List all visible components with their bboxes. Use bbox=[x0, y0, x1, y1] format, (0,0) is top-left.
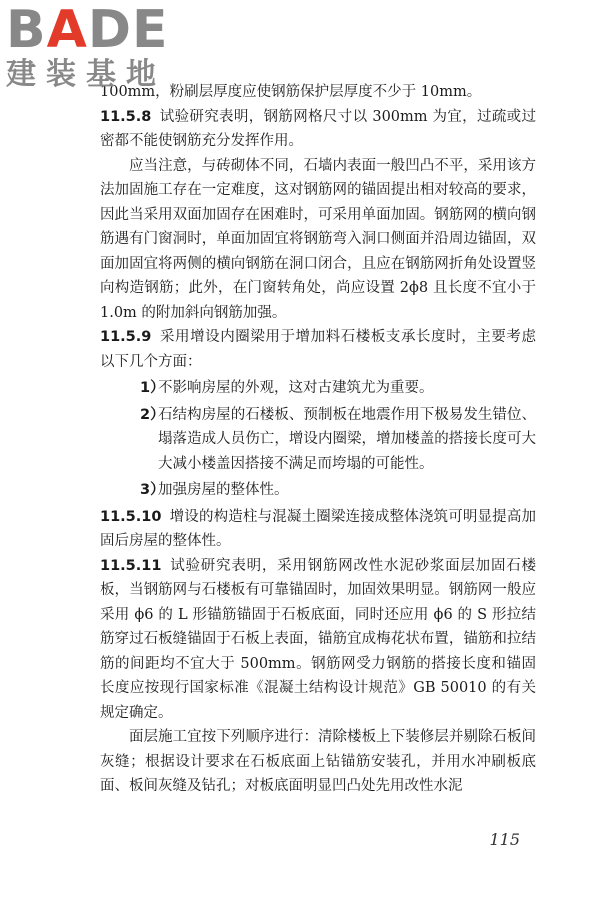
page-number: 115 bbox=[489, 830, 520, 849]
paragraph-continuation: 100mm，粉刷层厚度应使钢筋保护层厚度不少于 10mm。 bbox=[100, 84, 482, 100]
clause-text: 试验研究表明，采用钢筋网改性水泥砂浆面层加固石楼板，当钢筋网与石楼板有可靠锚固时，加固效果明显。钢筋网一般应采用 ϕ6 的 L 形锚筋锚固于石板底面，同时还应用 ϕ6 的 S 形拉结筋穿过石板缝锚固于石板上表面，锚筋宜成梅花状布置，锚筋和拉结筋的间距均不宜大于 500mm。钢筋网受力钢筋的搭接长度和锚固长度应按现行国家标准《混凝土结构设计规范》GB 50010 的有关规定确定。 bbox=[100, 557, 536, 721]
document-body bbox=[100, 80, 536, 799]
clause-text: 增设的构造柱与混凝土圈梁连接成整体浇筑可明显提高加固后房屋的整体性。 bbox=[100, 508, 536, 549]
clause-11-5-8 bbox=[100, 105, 536, 154]
list-number: 3） bbox=[140, 482, 165, 498]
list-text: 加强房屋的整体性。 bbox=[158, 482, 289, 498]
list-number: 2） bbox=[140, 406, 165, 423]
clause-11-5-10 bbox=[100, 505, 536, 554]
clause-text: 采用增设内圈梁用于增加料石楼板支承长度时，主要考虑以下几个方面： bbox=[100, 329, 536, 370]
clause-11-5-11 bbox=[100, 554, 536, 726]
list-text: 石结构房屋的石楼板、预制板在地震作用下极易发生错位、塌落造成人员伤亡，增设内圈梁，增加楼盖的搭接长度可大大减小楼盖因搭接不满足而垮塌的可能性。 bbox=[158, 406, 536, 472]
clause-number: 11.5.11 bbox=[100, 557, 162, 574]
clause-number: 11.5.9 bbox=[100, 329, 152, 345]
paragraph-note: 应当注意，与砖砌体不同，石墙内表面一般凹凸不平，采用该方法加固施工存在一定难度，这对钢筋网的锚固提出相对较高的要求，因此当采用双面加固存在困难时，可采用单面加固。钢筋网的横向钢筋遇有门窗洞时，单面加固宜将钢筋弯入洞口侧面并沿周边锚固，双面加固宜将两侧的横向钢筋在洞口闭合，且应在钢筋网折角处设置竖向构造钢筋；此外，在门窗转角处，尚应设置 2ϕ8 且长度不宜小于 1.0m 的附加斜向钢筋加强。 bbox=[100, 157, 536, 321]
watermark-latin: BADE bbox=[6, 0, 169, 60]
list-item bbox=[100, 403, 536, 477]
clause-number: 11.5.10 bbox=[100, 508, 162, 525]
watermark-logo bbox=[6, 0, 186, 94]
clause-number: 11.5.8 bbox=[100, 108, 152, 125]
watermark-chinese: 建装基地 bbox=[6, 57, 166, 92]
list-item bbox=[100, 478, 536, 503]
list-text: 不影响房屋的外观，这对古建筑尤为重要。 bbox=[158, 380, 434, 396]
clause-11-5-9 bbox=[100, 325, 536, 374]
list-item bbox=[100, 376, 536, 401]
list-number: 1） bbox=[140, 380, 165, 396]
clause-text: 试验研究表明，钢筋网格尺寸以 300mm 为宜，过疏或过密都不能使钢筋充分发挥作用。 bbox=[100, 108, 536, 149]
paragraph-construction-order: 面层施工宜按下列顺序进行：清除楼板上下装修层并剔除石板间灰缝；根据设计要求在石板底面上钻锚筋安装孔，并用水冲刷板底面、板间灰缝及钻孔；对板底面明显凹凸处先用改性水泥 bbox=[100, 729, 536, 794]
